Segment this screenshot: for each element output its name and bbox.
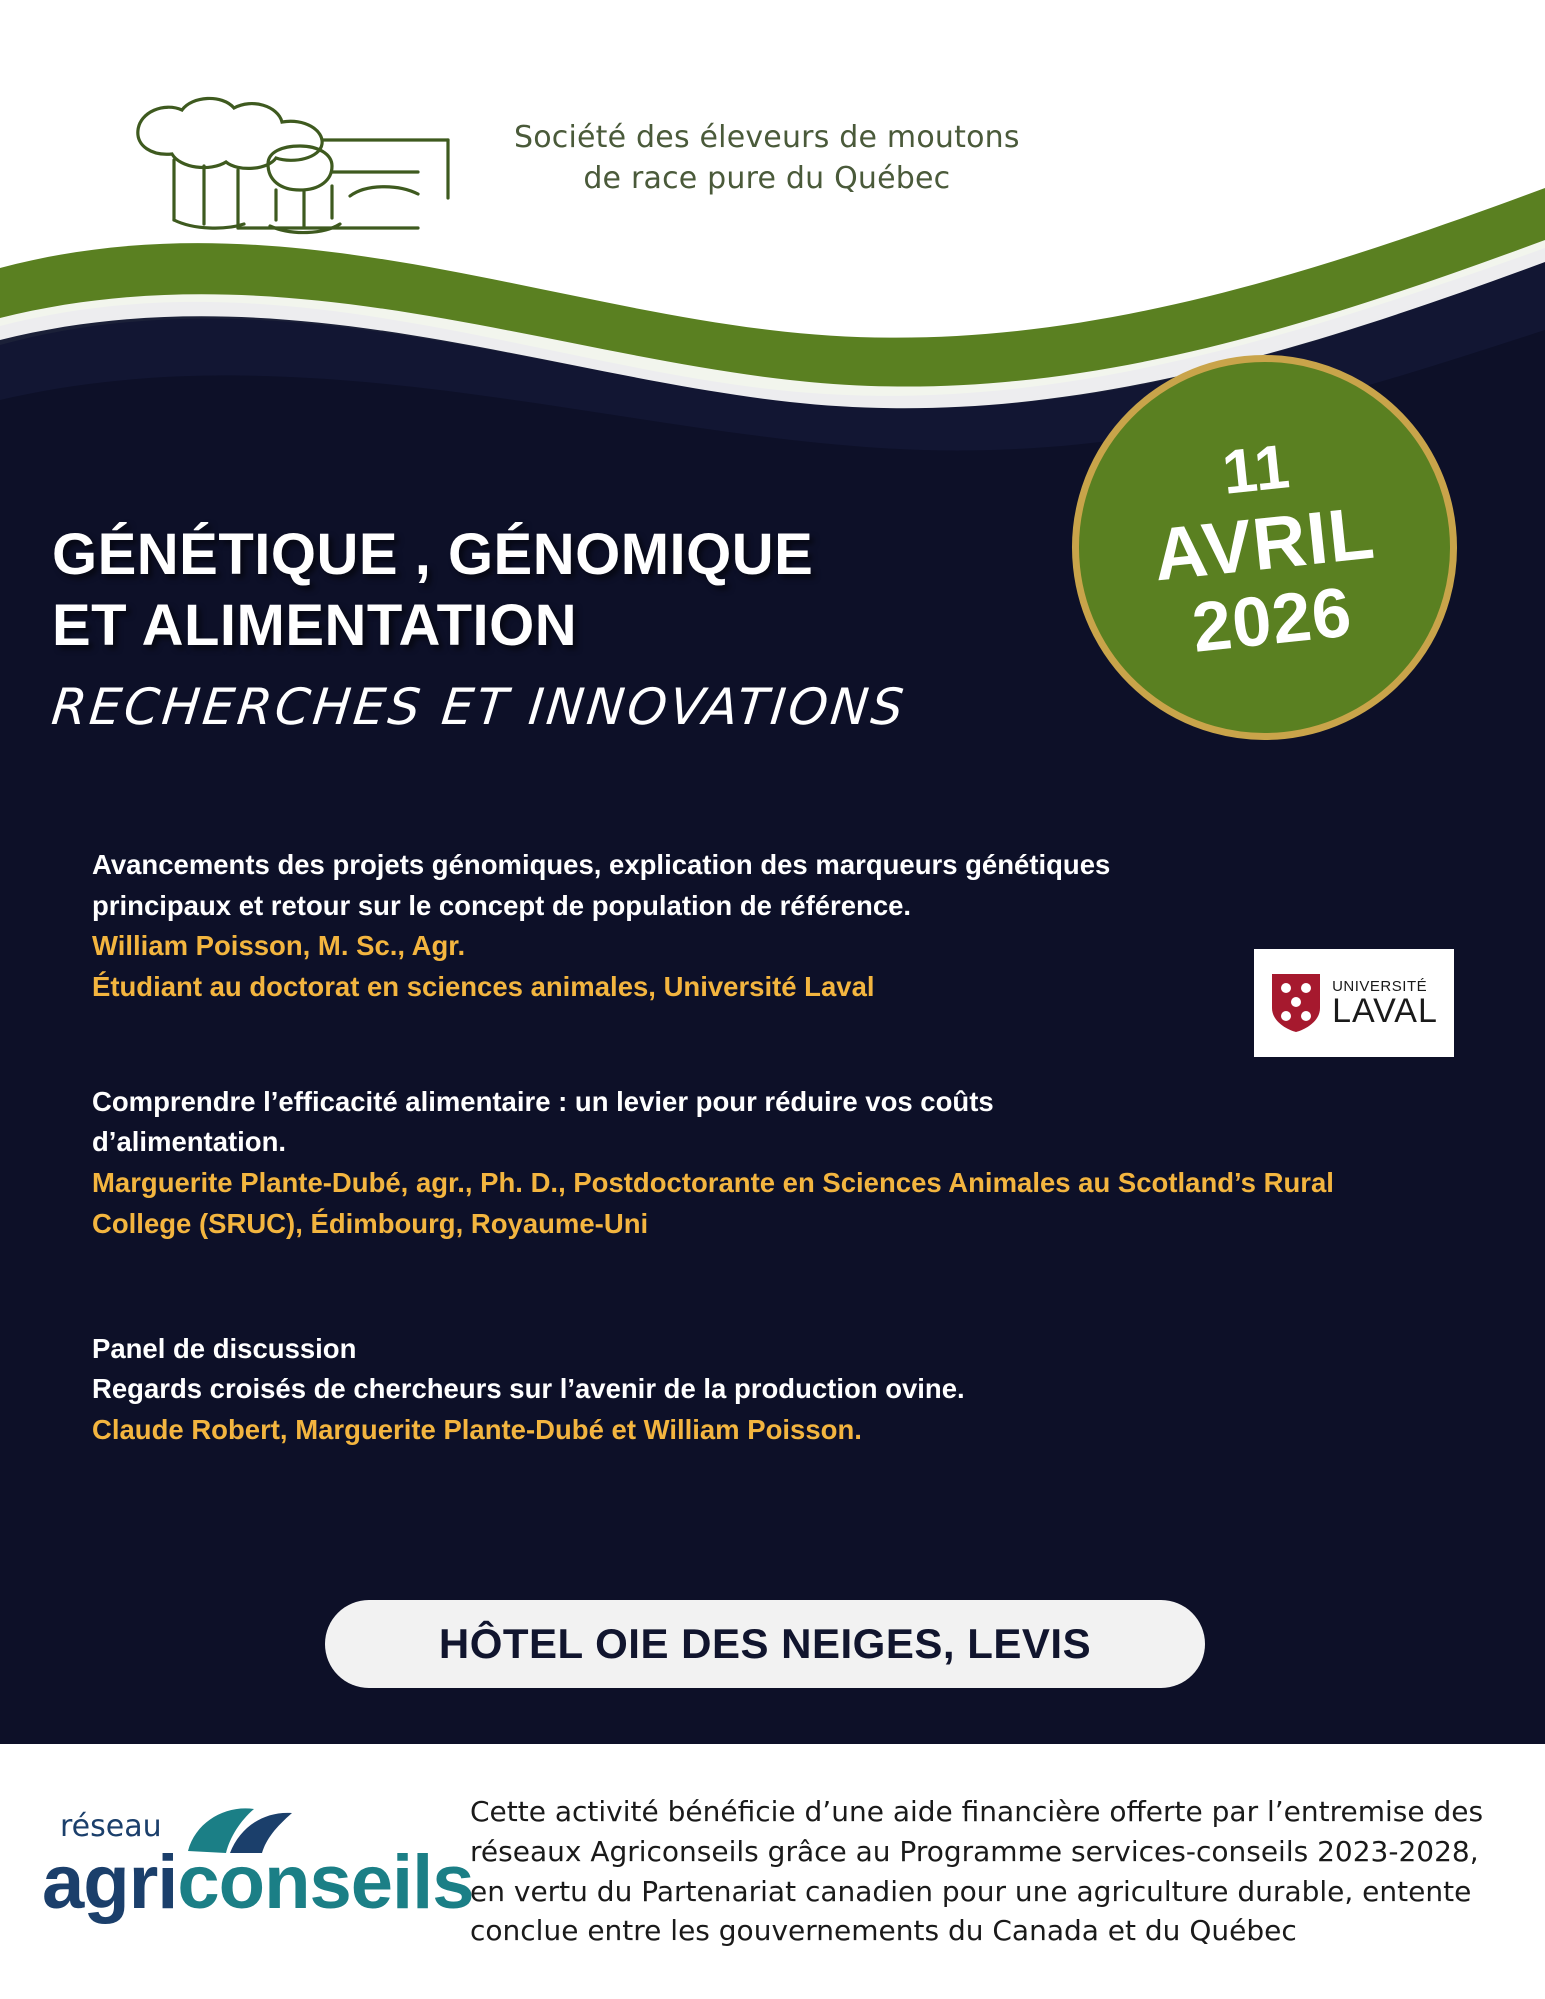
organization-name-line2: de race pure du Québec [583, 161, 951, 196]
session-affiliation: Étudiant au doctorat en sciences animales, Université Laval [92, 971, 875, 1003]
agriconseils-agri-text: agri [42, 1839, 178, 1925]
agriconseils-conseils-text: conseils [177, 1839, 474, 1925]
session-heading: Panel de discussion [92, 1332, 357, 1364]
ulaval-universite-text: UNIVERSITÉ [1332, 977, 1428, 995]
organization-logo [118, 78, 1020, 238]
session-item [92, 1082, 1472, 1245]
date-month: AVRIL [1149, 490, 1379, 597]
sessions-list [92, 845, 1472, 1509]
title-line-1: GÉNÉTIQUE , GÉNOMIQUE [52, 522, 814, 587]
sheep-logo-icon [118, 78, 498, 238]
session-speaker: Claude Robert, Marguerite Plante-Dubé et William Poisson. [92, 1413, 862, 1445]
organization-name [514, 117, 1020, 200]
agriconseils-logo [30, 1787, 474, 1957]
footer-disclaimer: Cette activité bénéficie d’une aide financière offerte par l’entremise des réseaux Agriconseils grâce au Programme services-conseils 2023-2028, en vertu du Partenariat canadien pour une agriculture durable, entente conclue entre les gouvernements du Canada et du Québec [470, 1795, 1484, 1948]
session-speaker: Marguerite Plante-Dubé, agr., Ph. D., Postdoctorante en Sciences Animales au Scotland’s Rural College (SRUC), Édimbourg, Royaume-Uni [92, 1167, 1334, 1239]
footer [0, 1744, 1545, 1999]
title-subtitle: RECHERCHES ET INNOVATIONS [48, 677, 910, 736]
ulaval-wordmark [1332, 979, 1438, 1028]
venue-label: HÔTEL OIE DES NEIGES, LEVIS [438, 1620, 1092, 1667]
agriconseils-reseau-text: réseau [60, 1808, 162, 1844]
session-description: Regards croisés de chercheurs sur l’avenir de la production ovine. [92, 1373, 965, 1405]
date-day: 11 [1219, 432, 1294, 509]
session-speaker: William Poisson, M. Sc., Agr. [92, 930, 466, 962]
venue-badge [325, 1600, 1205, 1688]
ulaval-shield-icon [1270, 972, 1322, 1034]
date-year: 2026 [1188, 572, 1356, 667]
universite-laval-logo [1254, 949, 1454, 1057]
title-line-2: ET ALIMENTATION [52, 592, 578, 658]
ulaval-laval-text: LAVAL [1332, 991, 1438, 1030]
session-description: Avancements des projets génomiques, explication des marqueurs génétiques principaux et retour sur le concept de population de référence. [92, 849, 1111, 921]
agriconseils-wordmark [42, 1839, 474, 1926]
page-title [48, 520, 1052, 736]
organization-name-line1: Société des éleveurs de moutons [514, 119, 1020, 155]
session-item [92, 1329, 1472, 1451]
session-description: Comprendre l’efficacité alimentaire : un levier pour réduire vos coûts d’alimentation. [92, 1085, 994, 1158]
session-item [92, 845, 1472, 1030]
